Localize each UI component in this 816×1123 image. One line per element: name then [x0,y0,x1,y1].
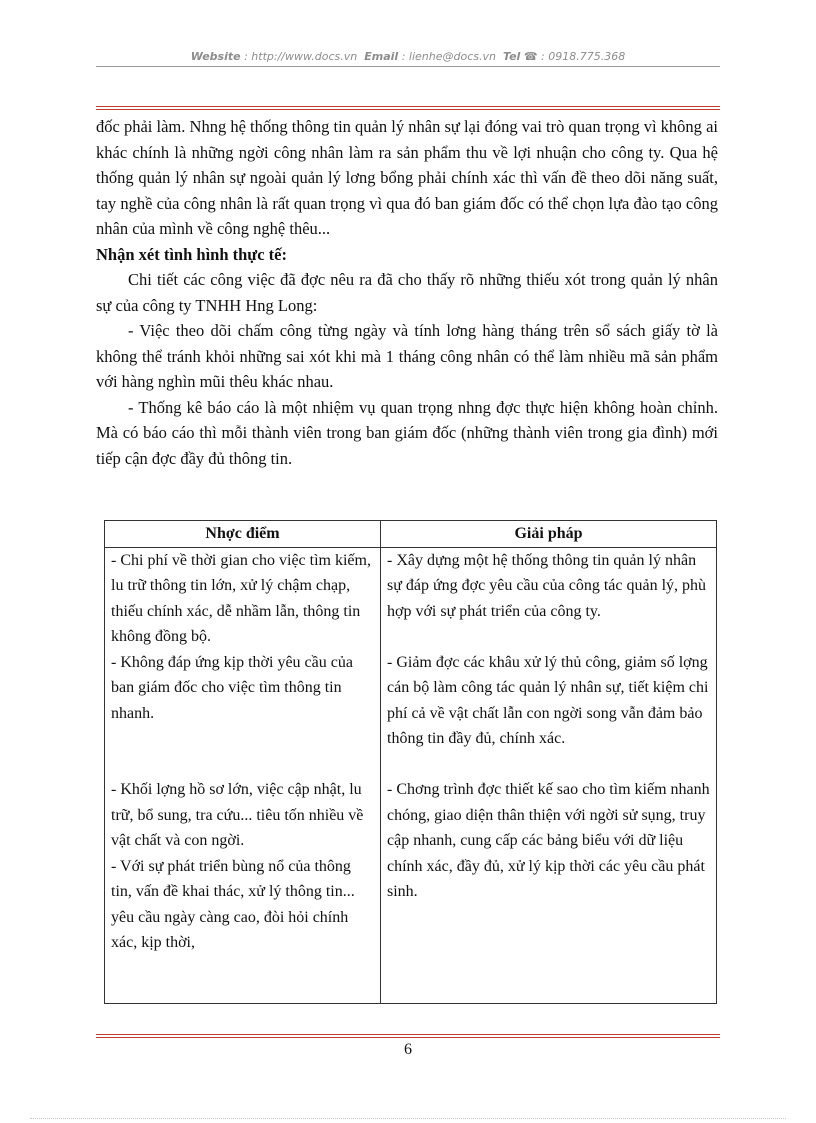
page-number: 6 [404,1041,412,1058]
bottom-rule-1 [96,1034,720,1035]
weakness-item: - Với sự phát triển bùng nổ của thông tin, vấn đề khai thác, xử lý thông tin... yêu cầu ngày càng cao, đòi hỏi chính xác, kịp thời, [111,857,355,951]
solution-item: - Chơng trình đợc thiết kế sao cho tìm kiếm nhanh chóng, giao diện thân thiện với ngời sử sụng, truy cập nhanh, cung cấp các bảng biểu với dữ liệu chính xác, đầy đủ, xử lý kịp thời các yêu cầu phát sinh. [387,781,710,900]
paragraph-summary: Chi tiết các công việc đã đợc nêu ra đã cho thấy rõ những thiếu xót trong quản lý nhân sự của công ty TNHH Hng Long: [96,270,718,315]
website-label: Website [190,50,241,63]
comparison-table [104,520,717,1004]
paragraph-point-2: - Thống kê báo cáo là một nhiệm vụ quan trọng nhng đợc thực hiện không hoàn chỉnh. Mà có báo cáo thì mỗi thành viên trong ban giám đốc (những thành viên trong gia đình) mới tiếp cận đợc đầy đủ thông tin. [96,397,718,468]
phone-icon: ☎ [523,50,538,63]
body-text [96,114,718,471]
table-header-row [105,521,717,548]
column-header-weaknesses: Nhợc điểm [105,521,381,548]
weakness-item: - Chi phí về thời gian cho việc tìm kiếm, lu trữ thông tin lớn, xử lý chậm chạp, thiếu chính xác, dễ nhầm lẫn, thông tin không đồng bộ. [111,551,371,645]
tel-label: Tel [502,50,521,63]
email-label: Email [364,50,399,63]
weakness-item: - Không đáp ứng kịp thời yêu cầu của ban giám đốc cho việc tìm thông tin nhanh. [111,653,353,722]
paragraph-intro: đốc phải làm. Nhng hệ thống thông tin quản lý nhân sự lại đóng vai trò quan trọng vì không ai khác chính là những ngời công nhân làm ra sản phẩm thu về lợi nhuận cho công ty. Qua hệ thống quản lý nhân sự ngoài quản lý lơng bổng phải chính xác thì vấn đề theo dõi năng suất, tay nghề của công nhân là rất quan trọng vì qua đó ban giám đốc có thể chọn lựa đào tạo công nhân của mình về công nghệ thêu... [96,117,718,238]
page-header [96,50,720,63]
column-header-solutions: Giải pháp [381,521,717,548]
tel-number: : 0918.775.368 [541,50,626,63]
solutions-cell [381,547,717,1003]
website-url[interactable]: : http://www.docs.vn [244,50,358,63]
table-row [105,547,717,1003]
bottom-rule-2 [96,1037,720,1038]
weaknesses-cell [105,547,381,1003]
paragraph-point-1: - Việc theo dõi chấm công từng ngày và tính lơng hàng tháng trên sổ sách giấy tờ là không thể tránh khỏi những sai xót khi mà 1 tháng công nhân có thể làm nhiều mã sản phẩm với hàng nghìn mũi thêu khác nhau. [96,321,718,391]
weakness-item: - Khối lợng hồ sơ lớn, việc cập nhật, lu trữ, bổ sung, tra cứu... tiêu tốn nhiều về vật chất và con ngời. [111,781,364,849]
solution-item: - Giảm đợc các khâu xử lý thủ công, giảm số lợng cán bộ làm công tác quản lý nhân sự, tiết kiệm chi phí cả về vật chất lẫn con ngời song vẫn đảm bảo thông tin đầy đủ, chính xác. [387,653,709,747]
email-address[interactable]: : lienhe@docs.vn [401,50,496,63]
section-heading: Nhận xét tình hình thực tế: [96,244,287,264]
solution-item: - Xây dựng một hệ thống thông tin quản lý nhân sự đáp ứng đợc yêu cầu của công tác quản lý, phù hợp với sự phát triển của công ty. [387,551,707,620]
top-rule-2 [96,109,720,110]
header-divider [96,66,720,67]
page-edge-divider [30,1118,786,1119]
top-rule-1 [96,106,720,107]
